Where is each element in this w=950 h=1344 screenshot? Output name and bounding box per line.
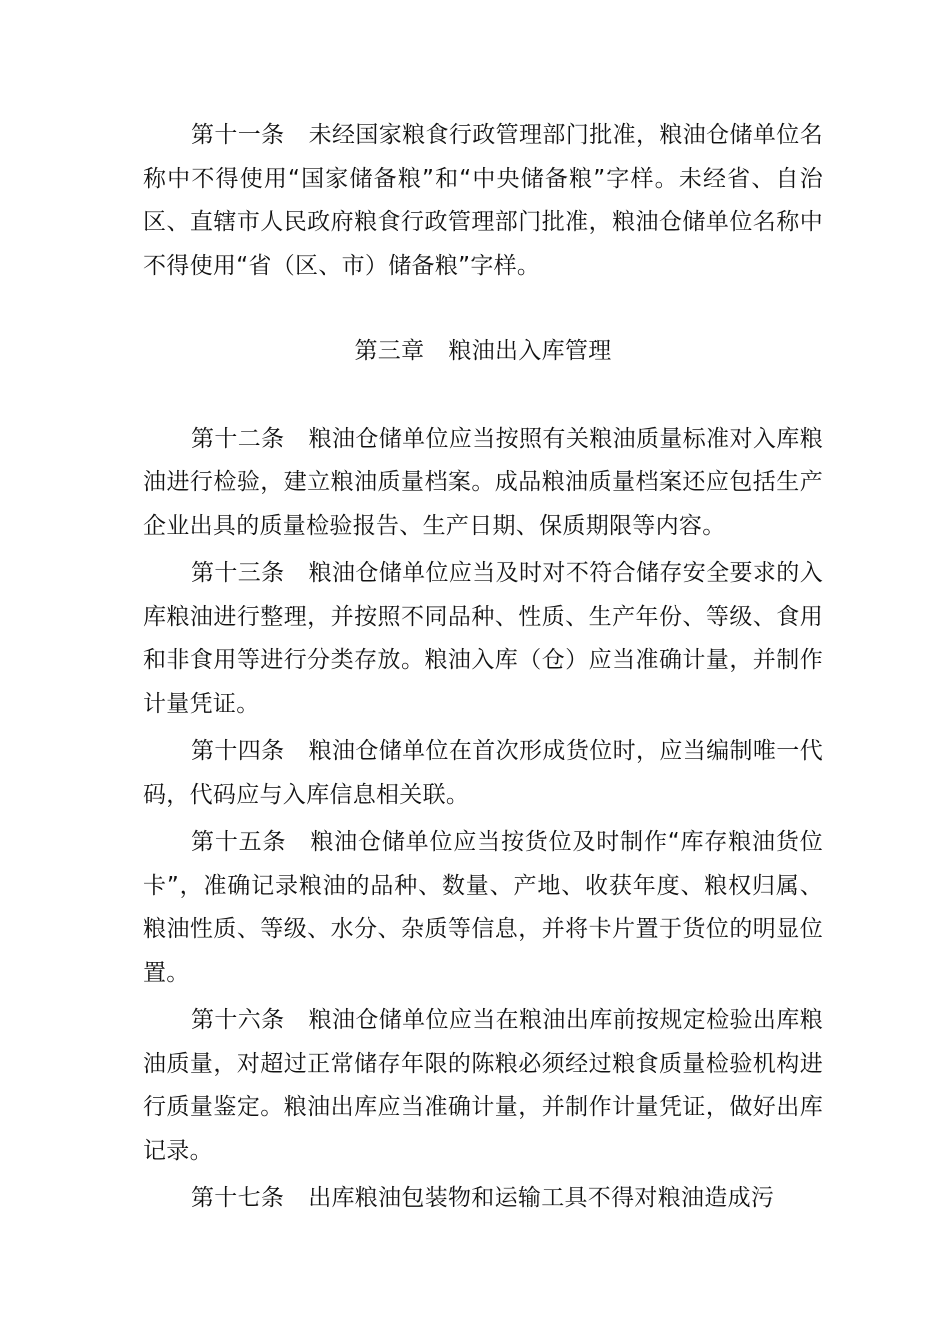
article-number: 第十六条 — [191, 1007, 285, 1033]
chapter-heading — [143, 330, 823, 374]
article-number: 第十二条 — [191, 425, 285, 452]
article-text: 粮油仓储单位应当按货位及时制作“库存粮油货位卡”，准确记录粮油的品种、数量、产地、收获年度、粮权归属、粮油性质、等级、水分、杂质等信息，并将卡片置于货位的明显位置。 — [143, 829, 823, 986]
article-paragraph — [143, 418, 823, 549]
article-text: 粮油仓储单位应当按照有关粮油质量标准对入库粮油进行检验，建立粮油质量档案。成品粮油质量档案还应包括生产企业出具的质量检验报告、生产日期、保质期限等内容。 — [143, 425, 823, 539]
chapter-title: 粮油出入库管理 — [448, 338, 612, 364]
document-body — [143, 114, 823, 1221]
article-text: 未经国家粮食行政管理部门批准，粮油仓储单位名称中不得使用“国家储备粮”和“中央储备粮”字样。未经省、自治区、直辖市人民政府粮食行政管理部门批准，粮油仓储单位名称中不得使用“省（区、市）储备粮”字样。 — [143, 122, 823, 279]
article-number: 第十四条 — [191, 738, 285, 764]
article-text: 粮油仓储单位应当在粮油出库前按规定检验出库粮油质量，对超过正常储存年限的陈粮必须经过粮食质量检验机构进行质量鉴定。粮油出库应当准确计量，并制作计量凭证，做好出库记录。 — [143, 1007, 823, 1164]
article-number: 第十一条 — [191, 122, 285, 148]
article-text: 粮油仓储单位应当及时对不符合储存安全要求的入库粮油进行整理，并按照不同品种、性质、生产年份、等级、食用和非食用等进行分类存放。粮油入库（仓）应当准确计量，并制作计量凭证。 — [143, 560, 823, 717]
article-paragraph — [143, 114, 823, 288]
article-number: 第十五条 — [191, 829, 287, 855]
article-paragraph — [143, 999, 823, 1173]
article-number: 第十三条 — [191, 560, 285, 586]
article-paragraph — [143, 730, 823, 817]
chapter-number: 第三章 — [354, 338, 425, 364]
article-paragraph — [143, 821, 823, 995]
article-text: 出库粮油包装物和运输工具不得对粮油造成污 — [308, 1185, 775, 1211]
article-paragraph — [143, 1177, 823, 1221]
article-paragraph — [143, 552, 823, 726]
article-number: 第十七条 — [191, 1185, 285, 1211]
article-text: 粮油仓储单位在首次形成货位时，应当编制唯一代码，代码应与入库信息相关联。 — [143, 738, 823, 808]
